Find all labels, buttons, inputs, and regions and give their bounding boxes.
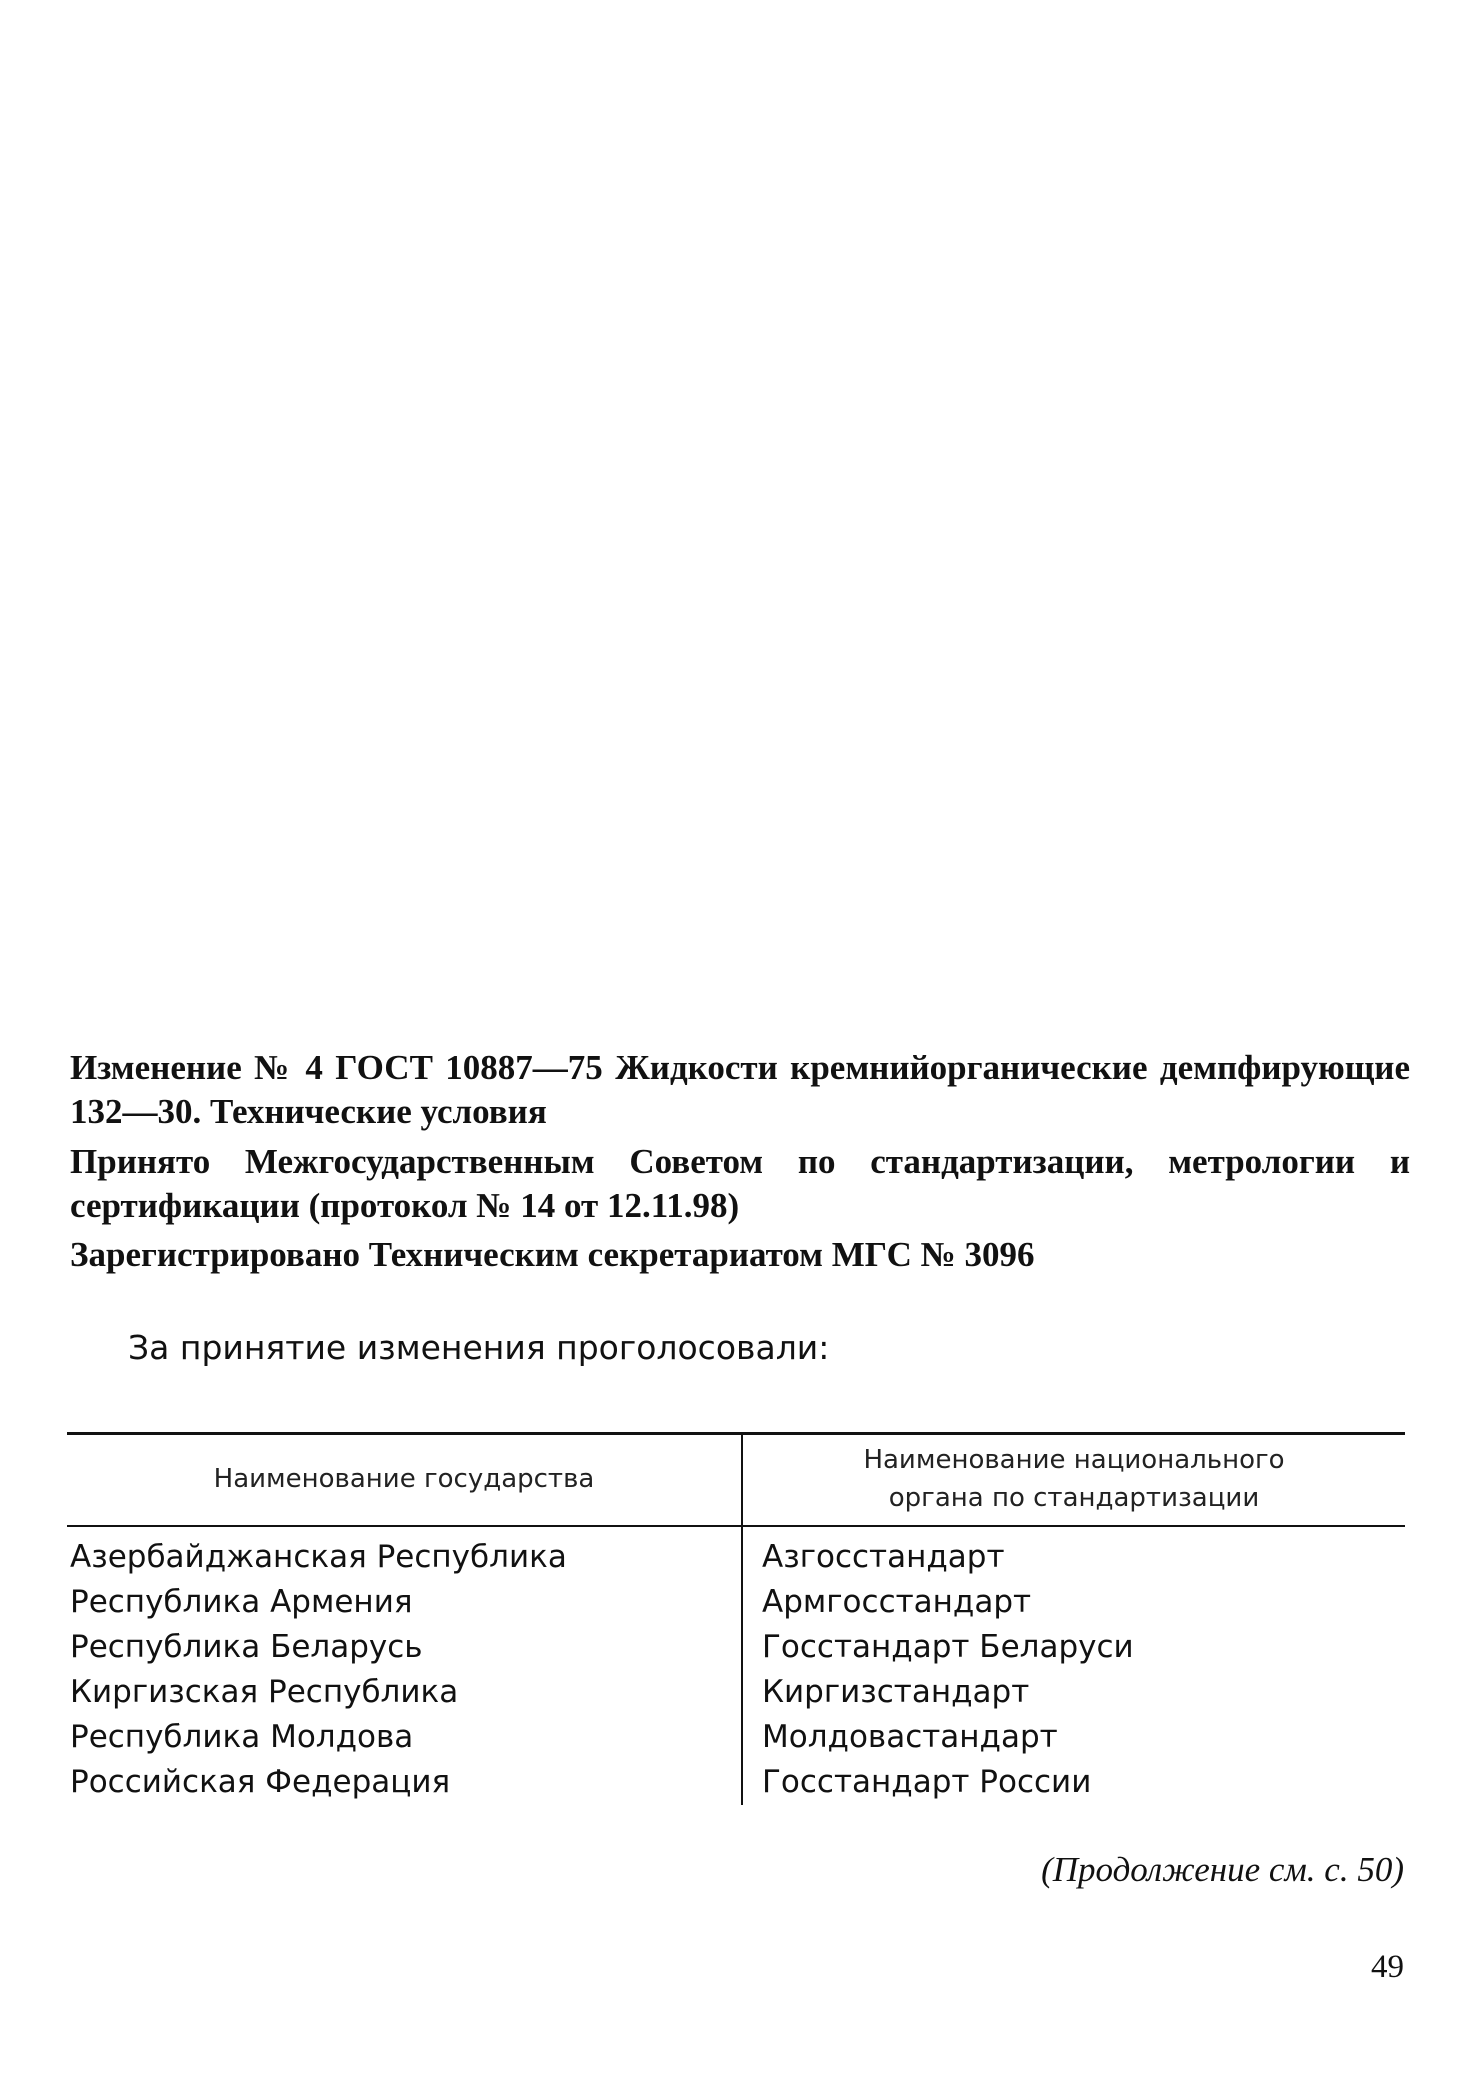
table-row (67, 1580, 1405, 1625)
table-row (67, 1526, 1405, 1580)
table-header-row (67, 1434, 1405, 1527)
table-row (67, 1670, 1405, 1715)
state-name: Республика Молдова (67, 1715, 742, 1760)
table-row (67, 1760, 1405, 1805)
national-body: Армгосстандарт (762, 1584, 1032, 1620)
header-state: Наименование государства (67, 1434, 742, 1527)
national-body: Госстандарт России (762, 1764, 1092, 1800)
national-body: Госстандарт Беларуси (762, 1629, 1134, 1665)
voting-table (67, 1432, 1405, 1805)
continuation-note: (Продолжение см. с. 50) (1041, 1850, 1404, 1889)
registration-note: Зарегистрировано Техническим секретариатом МГС № 3096 (70, 1235, 1035, 1274)
state-name: Азербайджанская Республика (67, 1526, 742, 1580)
table-row (67, 1625, 1405, 1670)
amendment-title: Изменение № 4 ГОСТ 10887—75 Жидкости кремнийорганические демпфирующие 132—30. Технические условия (70, 1048, 1410, 1131)
header-national-body-line2: органа по стандартизации (888, 1483, 1260, 1513)
vote-intro: За принятие изменения проголосовали: (128, 1328, 830, 1367)
state-name: Российская Федерация (67, 1760, 742, 1805)
national-body: Киргизстандарт (762, 1674, 1030, 1710)
adoption-note: Принято Межгосударственным Советом по стандартизации, метрологии и сертификации (протокол № 14 от 12.11.98) (70, 1142, 1410, 1225)
state-name: Республика Беларусь (67, 1625, 742, 1670)
table-row (67, 1715, 1405, 1760)
national-body: Молдовастандарт (762, 1719, 1058, 1755)
page-number: 49 (1371, 1949, 1404, 1985)
state-name: Киргизская Республика (67, 1670, 742, 1715)
national-body: Азгосстандарт (762, 1539, 1005, 1575)
header-national-body-line1: Наименование национального (863, 1445, 1285, 1475)
state-name: Республика Армения (67, 1580, 742, 1625)
header-national-body (742, 1434, 1405, 1527)
